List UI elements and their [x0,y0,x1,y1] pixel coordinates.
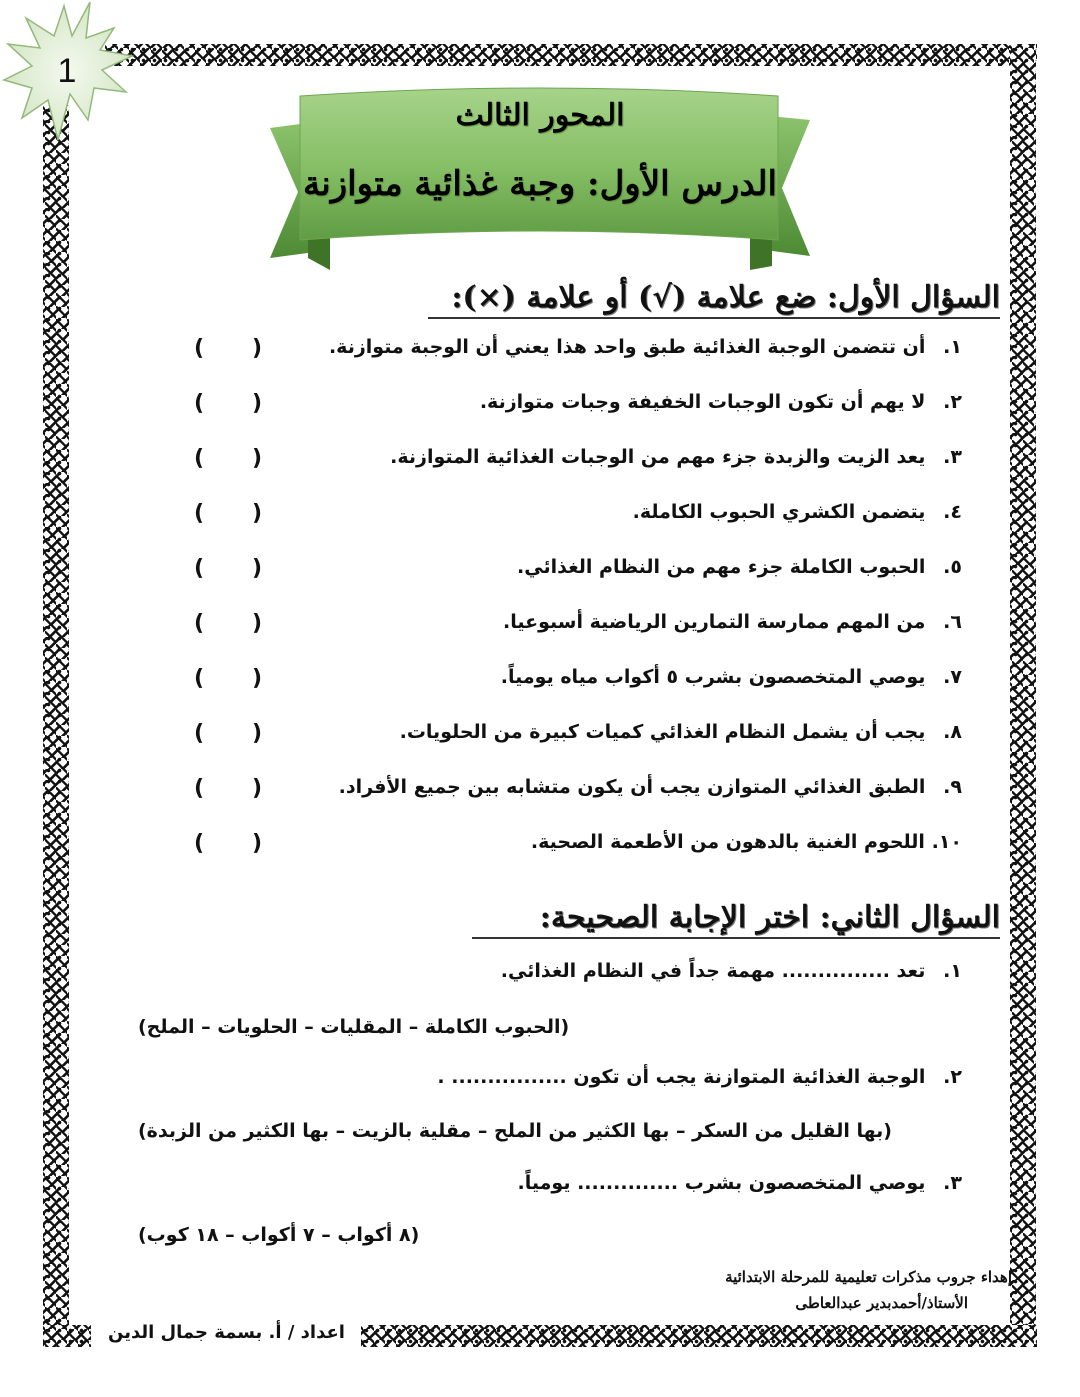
page-number-badge [2,0,134,140]
mc-question-1: ١. تعد ............... مهمة جداً في النظام الغذائي. [500,960,962,982]
group-credit: إهداء جروب مذكرات تعليمية للمرحلة الابتدائية [725,1268,1012,1286]
author-credit: اعداد / أ. بسمة جمال الدين [108,1322,345,1343]
statement-10: ١٠. اللحوم الغنية بالدهون من الأطعمة الصحية. [530,831,962,853]
question1-heading: السؤال الأول: ضع علامة (√) أو علامة (×): [428,280,1000,319]
statement-9: ٩. الطبق الغذائي المتوازن يجب أن يكون متشابه بين جميع الأفراد. [338,776,962,798]
title-banner [270,80,810,280]
decorative-border-bottom-right [361,1325,1037,1347]
decorative-border-bottom-left [43,1325,91,1347]
answer-box-4[interactable]: ( ) [194,501,262,526]
answer-box-6[interactable]: ( ) [194,611,262,636]
statement-6: ٦. من المهم ممارسة التمارين الرياضية أسبوعيا. [503,611,962,633]
answer-box-5[interactable]: ( ) [194,556,262,581]
answer-box-3[interactable]: ( ) [194,446,262,471]
statement-2: ٢. لا يهم أن تكون الوجبات الخفيفة وجبات متوازنة. [479,391,962,413]
answer-box-10[interactable]: ( ) [194,831,262,856]
answer-box-9[interactable]: ( ) [194,776,262,801]
answer-box-7[interactable]: ( ) [194,666,262,691]
answer-box-2[interactable]: ( ) [194,391,262,416]
unit-title: المحور الثالث [455,98,625,133]
statement-8: ٨. يجب أن يشمل النظام الغذائي كميات كبيرة من الحلويات. [399,721,962,743]
lesson-title: الدرس الأول: وجبة غذائية متوازنة [303,164,777,204]
mc-options-1: (الحبوب الكاملة – المقليات – الحلويات – الملح) [138,1016,570,1038]
statement-7: ٧. يوصي المتخصصون بشرب ٥ أكواب مياه يومياً. [500,666,962,688]
mc-question-2: ٢. الوجبة الغذائية المتوازنة يجب أن تكون ................ . [437,1066,962,1088]
page-number: 1 [57,52,77,90]
answer-box-8[interactable]: ( ) [194,721,262,746]
statement-1: ١. أن تتضمن الوجبة الغذائية طبق واحد هذا يعني أن الوجبة متوازنة. [328,336,962,358]
mc-options-3: (٨ أكواب – ٧ أكواب – ١٨ كوب) [138,1224,420,1246]
answer-box-1[interactable]: ( ) [194,336,262,361]
question2-heading: السؤال الثاني: اختر الإجابة الصحيحة: [472,900,1000,939]
statement-3: ٣. يعد الزيت والزبدة جزء مهم من الوجبات الغذائية المتوازنة. [390,446,962,468]
decorative-border-left [43,105,69,1347]
teacher-credit: الأستاذ/أحمدبدير عبدالعاطى [795,1294,968,1312]
mc-options-2: (بها القليل من السكر – بها الكثير من الملح – مقلية بالزيت – بها الكثير من الزبدة) [138,1120,892,1142]
decorative-border-right [1010,44,1036,1347]
decorative-border-top [105,44,1037,66]
statement-4: ٤. يتضمن الكشري الحبوب الكاملة. [632,501,962,523]
mc-question-3: ٣. يوصي المتخصصون بشرب .............. يومياً. [517,1172,962,1194]
statement-5: ٥. الحبوب الكاملة جزء مهم من النظام الغذائي. [517,556,962,578]
